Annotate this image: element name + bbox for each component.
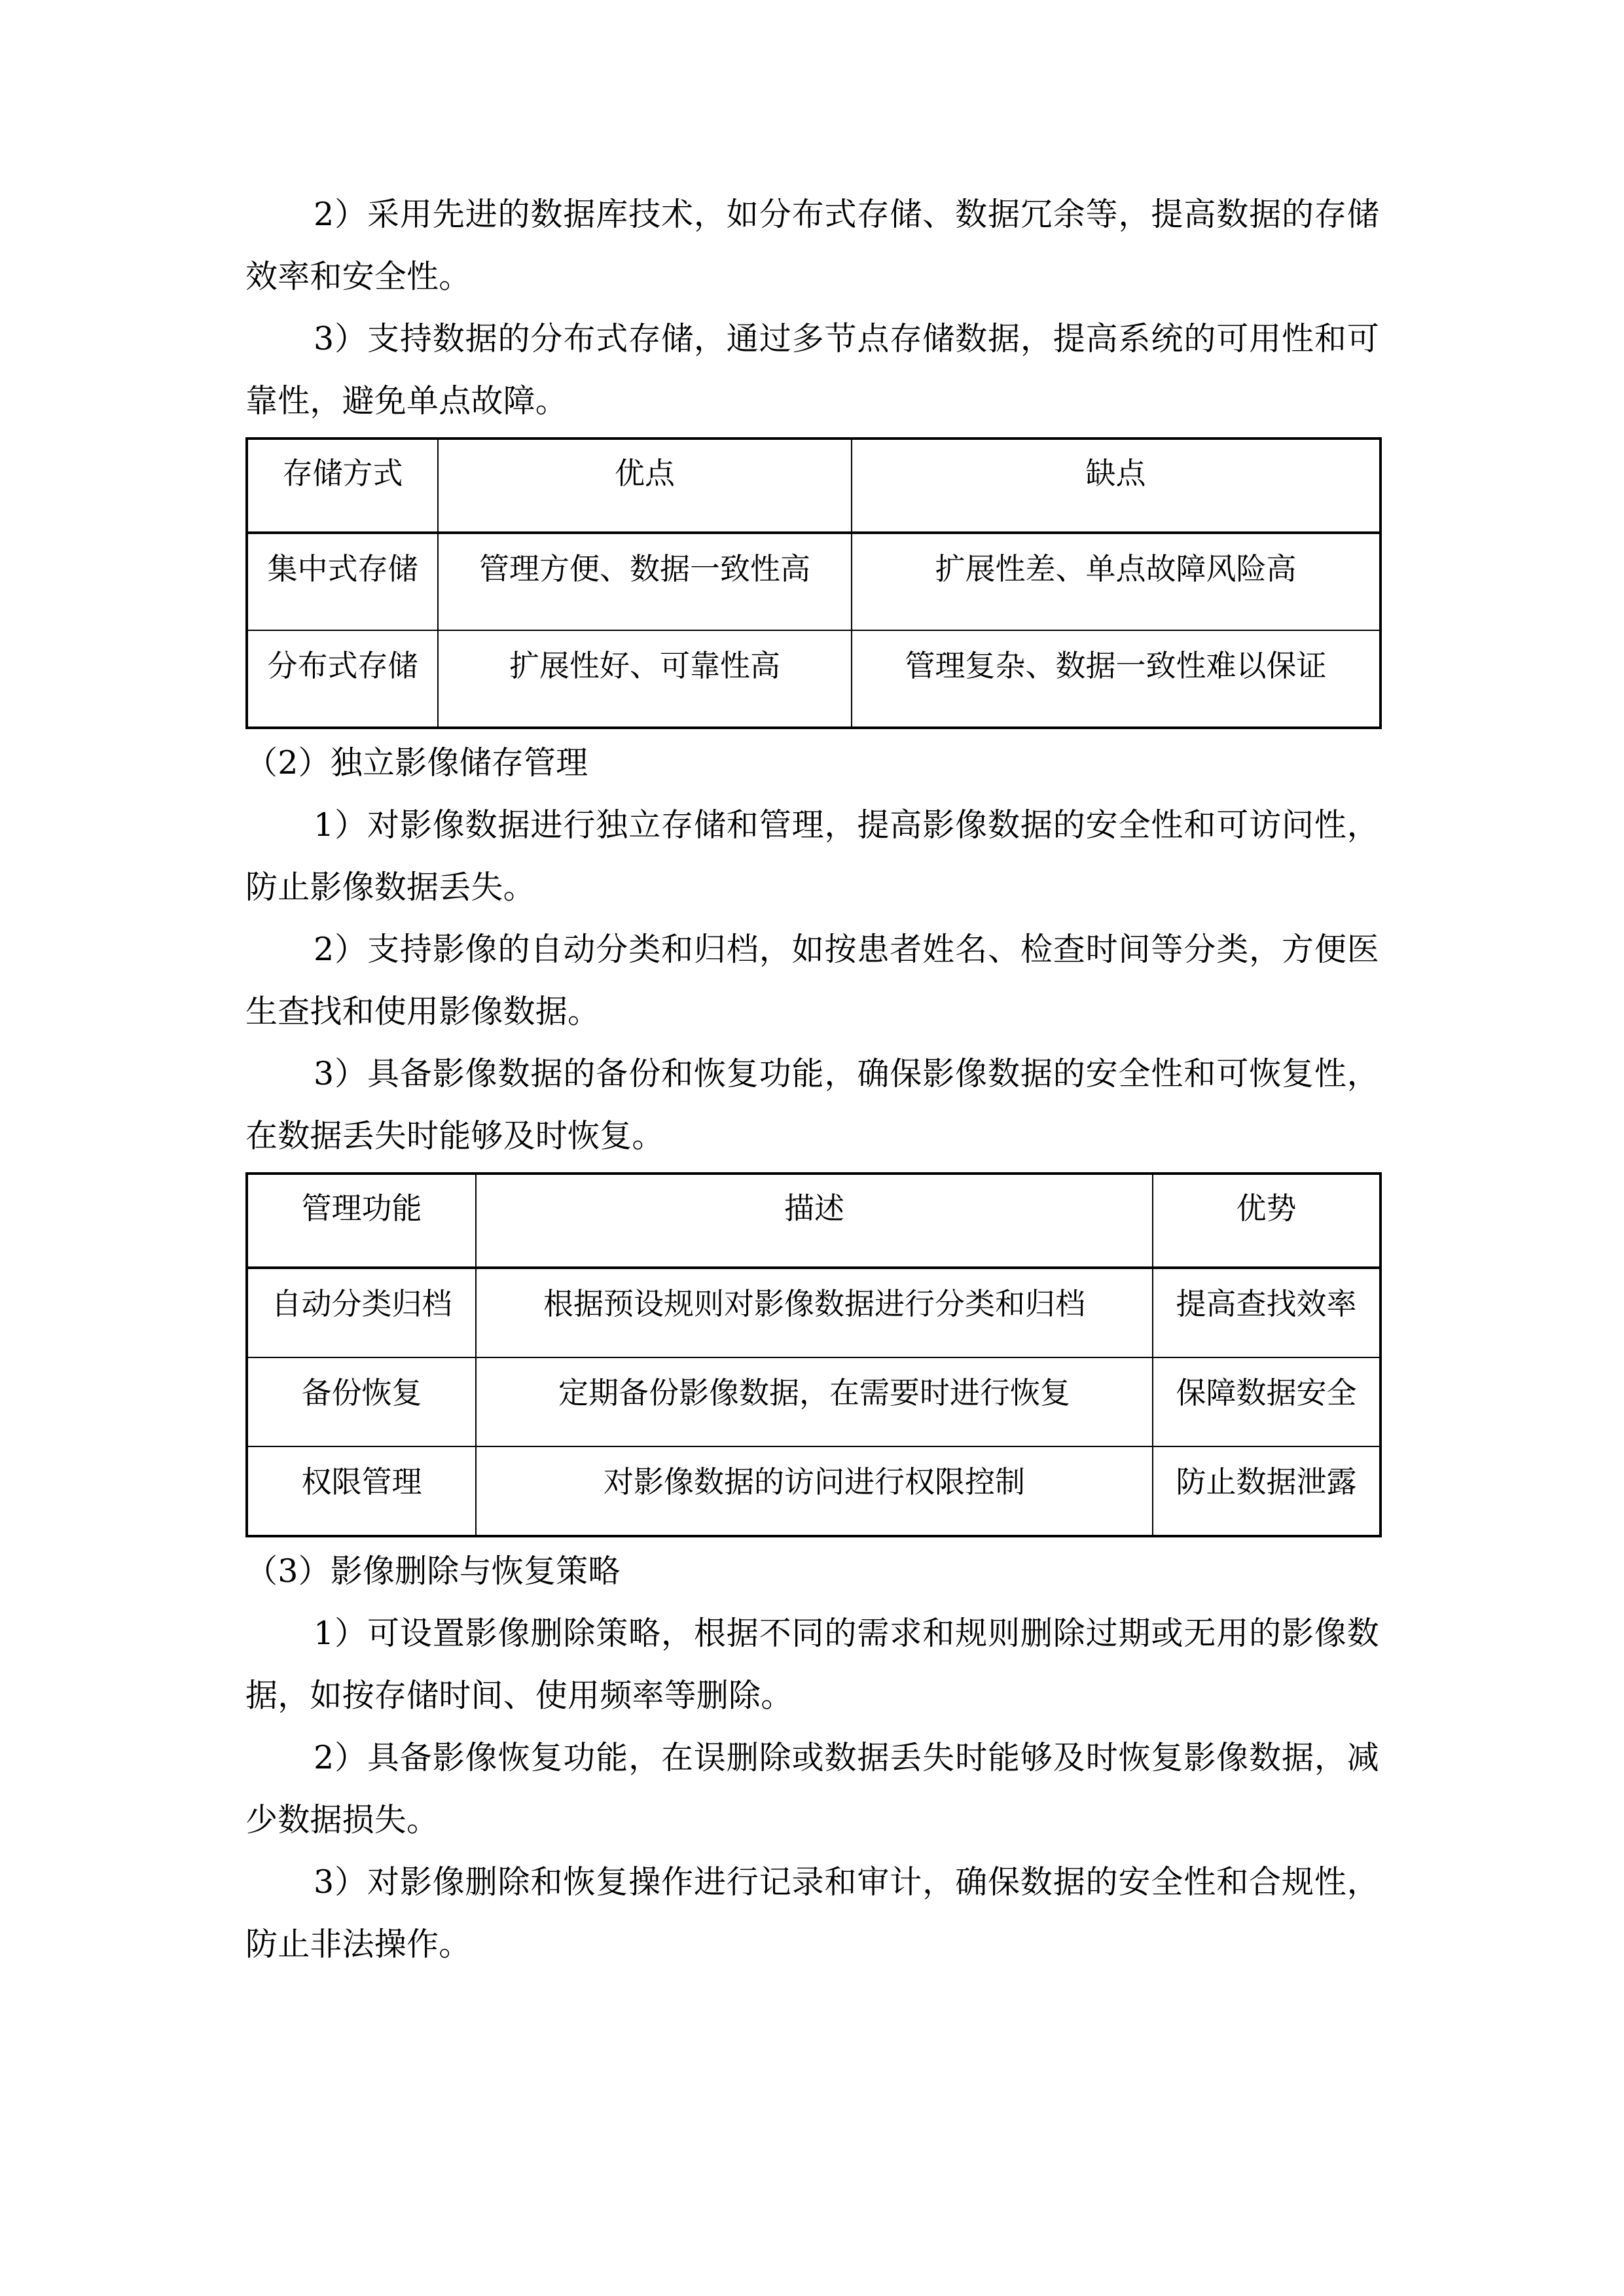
table-cell-disadvantages: 扩展性差、单点故障风险高 — [852, 533, 1380, 630]
table-cell-description: 对影像数据的访问进行权限控制 — [476, 1446, 1153, 1536]
paragraph-3-1: 1）可设置影像删除策略，根据不同的需求和规则删除过期或无用的影像数据，如按存储时间、使用频率等删除。 — [245, 1615, 1379, 1714]
table-row — [247, 1446, 1380, 1536]
table-header-cell-benefit: 优势 — [1153, 1174, 1380, 1268]
table-cell-description: 定期备份影像数据，在需要时进行恢复 — [476, 1357, 1153, 1446]
storage-comparison-table — [245, 437, 1382, 729]
table-cell-benefit: 防止数据泄露 — [1153, 1446, 1380, 1536]
table-cell-function: 权限管理 — [247, 1446, 476, 1536]
table-header-row — [247, 1174, 1380, 1268]
table-header-cell-disadvantages: 缺点 — [852, 439, 1380, 533]
paragraph-2-3: 3）具备影像数据的备份和恢复功能，确保影像数据的安全性和可恢复性，在数据丢失时能够及时恢复。 — [245, 1055, 1379, 1155]
table-cell-advantages: 扩展性好、可靠性高 — [438, 630, 852, 728]
table-cell-advantages: 管理方便、数据一致性高 — [438, 533, 852, 630]
table-row — [247, 1357, 1380, 1446]
paragraph-2-1: 1）对影像数据进行独立存储和管理，提高影像数据的安全性和可访问性，防止影像数据丢失。 — [245, 806, 1379, 906]
table-row — [247, 1268, 1380, 1357]
paragraph-3-3: 3）对影像删除和恢复操作进行记录和审计，确保数据的安全性和合规性，防止非法操作。 — [245, 1863, 1379, 1963]
table-header-cell-function: 管理功能 — [247, 1174, 476, 1268]
section-heading-independent-image-storage: （2）独立影像储存管理 — [245, 744, 588, 781]
page-content — [245, 183, 1379, 1975]
paragraph-3-2: 2）具备影像恢复功能，在误删除或数据丢失时能够及时恢复影像数据，减少数据损失。 — [245, 1739, 1379, 1839]
table-cell-benefit: 保障数据安全 — [1153, 1357, 1380, 1446]
section-heading-image-delete-restore: （3）影像删除与恢复策略 — [245, 1552, 621, 1590]
paragraph-2-2: 2）支持影像的自动分类和归档，如按患者姓名、检查时间等分类，方便医生查找和使用影像数据。 — [245, 931, 1379, 1030]
table-cell-storage-mode: 分布式存储 — [247, 630, 438, 728]
table-header-cell-advantages: 优点 — [438, 439, 852, 533]
table-row — [247, 630, 1380, 728]
paragraph-distributed-storage: 3）支持数据的分布式存储，通过多节点存储数据，提高系统的可用性和可靠性，避免单点故障。 — [245, 320, 1379, 420]
table-cell-disadvantages: 管理复杂、数据一致性难以保证 — [852, 630, 1380, 728]
table-cell-description: 根据预设规则对影像数据进行分类和归档 — [476, 1268, 1153, 1357]
table-header-cell-storage-mode: 存储方式 — [247, 439, 438, 533]
management-function-table — [245, 1172, 1382, 1537]
table-header-row — [247, 439, 1380, 533]
table-cell-function: 备份恢复 — [247, 1357, 476, 1446]
paragraph-database-technology: 2）采用先进的数据库技术，如分布式存储、数据冗余等，提高数据的存储效率和安全性。 — [245, 196, 1379, 295]
table-cell-storage-mode: 集中式存储 — [247, 533, 438, 630]
table-cell-function: 自动分类归档 — [247, 1268, 476, 1357]
table-header-cell-description: 描述 — [476, 1174, 1153, 1268]
table-row — [247, 533, 1380, 630]
table-cell-benefit: 提高查找效率 — [1153, 1268, 1380, 1357]
